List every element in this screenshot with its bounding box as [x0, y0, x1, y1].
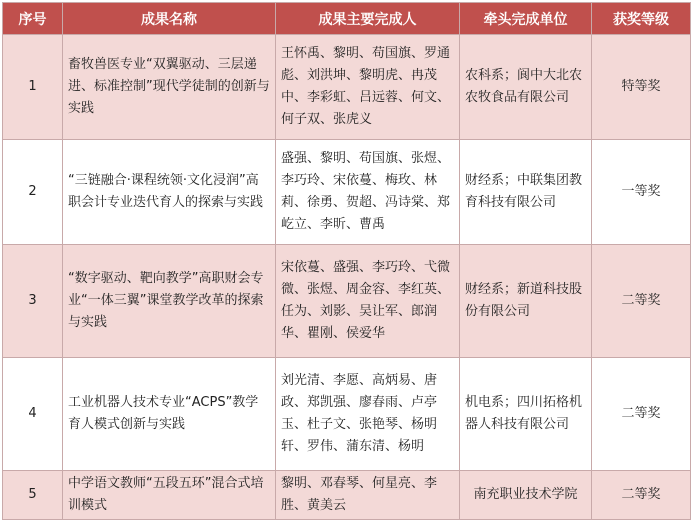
table-row — [3, 245, 691, 358]
table-row — [3, 471, 691, 520]
award-level: 二等奖 — [592, 358, 691, 471]
achievement-name: “三链融合·课程统领·文化浸润”高职会计专业迭代育人的探索与实践 — [63, 140, 276, 245]
achievement-name: 畜牧兽医专业“双翼驱动、三层递进、标准控制”现代学徒制的创新与实践 — [63, 35, 276, 140]
award-level: 特等奖 — [592, 35, 691, 140]
award-level: 一等奖 — [592, 140, 691, 245]
completers: 宋依蔓、盛强、李巧玲、弋微微、张煜、周金容、李红英、任为、刘影、吴让军、郎润华、瞿刚、侯爱华 — [276, 245, 460, 358]
award-level: 二等奖 — [592, 245, 691, 358]
row-number: 3 — [3, 245, 63, 358]
completers: 盛强、黎明、苟国旗、张煜、李巧玲、宋依蔓、梅玫、林莉、徐勇、贺超、冯诗棠、郑屹立、李昕、曹禹 — [276, 140, 460, 245]
lead-unit: 财经系；新道科技股份有限公司 — [460, 245, 592, 358]
completers: 黎明、邓春琴、何星亮、李胜、黄美云 — [276, 471, 460, 520]
award-level: 二等奖 — [592, 471, 691, 520]
achievement-name: 中学语文教师“五段五环”混合式培训模式 — [63, 471, 276, 520]
achievement-name: 工业机器人技术专业“ACPS”教学育人模式创新与实践 — [63, 358, 276, 471]
row-number: 4 — [3, 358, 63, 471]
awards-table — [2, 2, 691, 520]
completers: 王怀禹、黎明、苟国旗、罗通彪、刘洪坤、黎明虎、冉茂中、李彩虹、吕远蓉、何文、何子双、张虎义 — [276, 35, 460, 140]
table-row — [3, 35, 691, 140]
header-no: 序号 — [3, 3, 63, 35]
row-number: 5 — [3, 471, 63, 520]
achievement-name: “数字驱动、靶向教学”高职财会专业“一体三翼”课堂教学改革的探索与实践 — [63, 245, 276, 358]
table-header-row — [3, 3, 691, 35]
header-level: 获奖等级 — [592, 3, 691, 35]
lead-unit: 南充职业技术学院 — [460, 471, 592, 520]
header-name: 成果名称 — [63, 3, 276, 35]
table-row — [3, 358, 691, 471]
lead-unit: 机电系；四川拓格机器人科技有限公司 — [460, 358, 592, 471]
header-people: 成果主要完成人 — [276, 3, 460, 35]
table-row — [3, 140, 691, 245]
completers: 刘光清、李愿、高炳易、唐政、郑凯强、廖春雨、卢亭玉、杜子文、张艳琴、杨明轩、罗伟、蒲东清、杨明 — [276, 358, 460, 471]
row-number: 2 — [3, 140, 63, 245]
lead-unit: 农科系；阆中大北农农牧食品有限公司 — [460, 35, 592, 140]
lead-unit: 财经系；中联集团教育科技有限公司 — [460, 140, 592, 245]
row-number: 1 — [3, 35, 63, 140]
header-unit: 牵头完成单位 — [460, 3, 592, 35]
